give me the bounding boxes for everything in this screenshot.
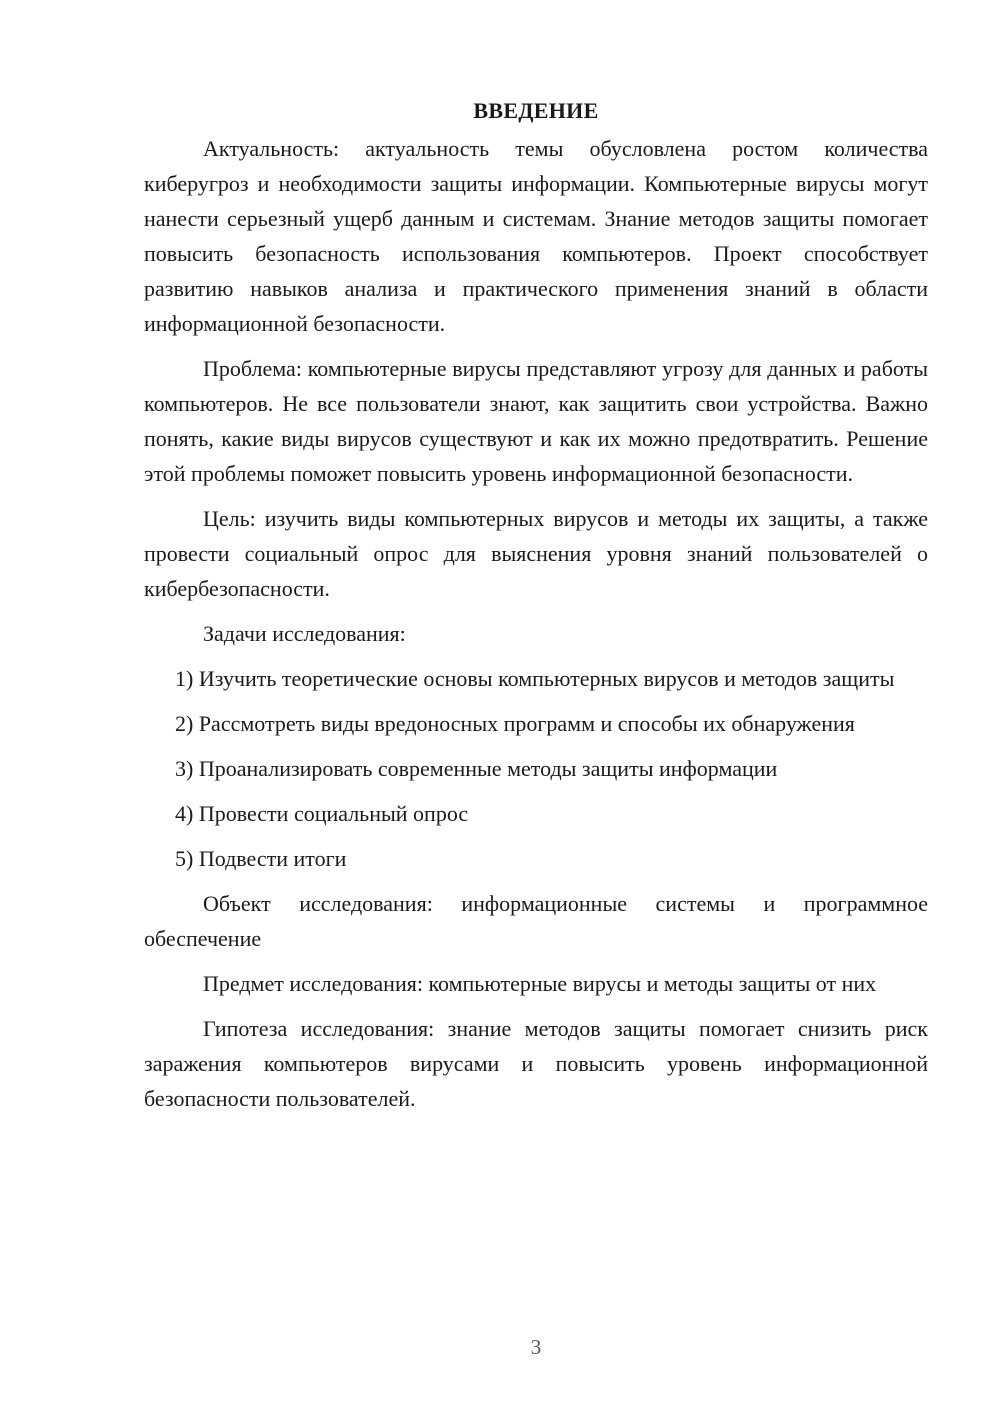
paragraph-relevance: Актуальность: актуальность темы обусловлена ростом количества киберугроз и необходимости защиты информации. Компьютерные вирусы могут нанести серьезный ущерб данным и системам. Знание методов защиты помогает повысить безопасность использования компьютеров. Проект способствует развитию навыков анализа и практического применения знаний в области информационной безопасности. xyxy=(144,136,928,336)
section-title: ВВЕДЕНИЕ xyxy=(473,98,599,123)
tasks-heading: Задачи исследования: xyxy=(203,621,406,646)
paragraph-object: Объект исследования: информационные системы и программное обеспечение xyxy=(144,891,928,951)
task-item-4: 4) Провести социальный опрос xyxy=(175,801,469,826)
task-item-1: 1) Изучить теоретические основы компьютерных вирусов и методов защиты xyxy=(175,666,895,691)
paragraph-hypothesis: Гипотеза исследования: знание методов защиты помогает снизить риск заражения компьютеров вирусами и повысить уровень информационной безопасности пользователей. xyxy=(144,1016,928,1111)
task-item-5: 5) Подвести итоги xyxy=(175,846,347,871)
paragraph-subject: Предмет исследования: компьютерные вирусы и методы защиты от них xyxy=(203,971,877,996)
paragraph-problem: Проблема: компьютерные вирусы представляют угрозу для данных и работы компьютеров. Не все пользователи знают, как защитить свои устройства. Важно понять, какие виды вирусов существуют и как их можно предотвратить. Решение этой проблемы поможет повысить уровень информационной безопасности. xyxy=(144,356,928,486)
task-item-2: 2) Рассмотреть виды вредоносных программ и способы их обнаружения xyxy=(175,711,855,736)
document-page xyxy=(144,93,928,1116)
task-item-3: 3) Проанализировать современные методы защиты информации xyxy=(175,756,778,781)
paragraph-goal: Цель: изучить виды компьютерных вирусов и методы их защиты, а также провести социальный опрос для выяснения уровня знаний пользователей о кибербезопасности. xyxy=(144,506,928,601)
page-number: 3 xyxy=(530,1335,542,1359)
